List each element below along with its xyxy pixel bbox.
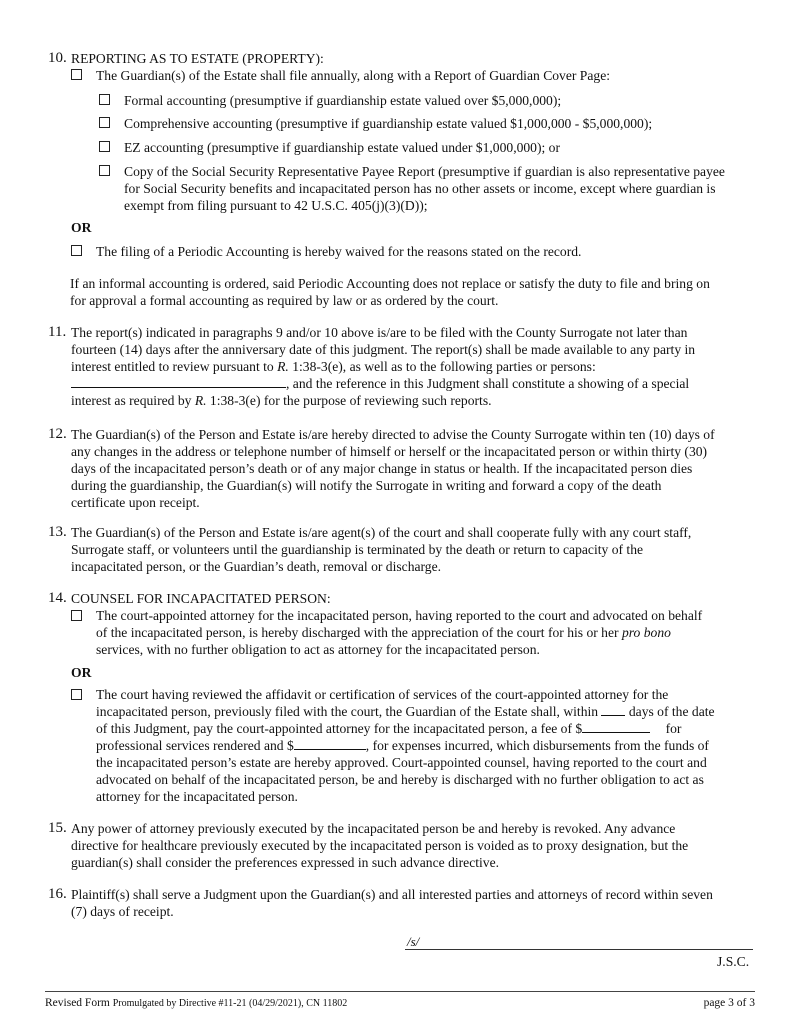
section-13-line: incapacitated person, or the Guardian’s death, removal or discharge.: [71, 559, 442, 574]
section-12-line: any changes in the address or telephone number of himself or herself or the incapacitated person or within thirty (30): [71, 444, 708, 459]
signature-line[interactable]: [405, 949, 753, 950]
section-15-line: guardian(s) shall consider the preferences expressed in such advance directive.: [71, 855, 500, 870]
section-12-line: The Guardian(s) of the Person and Estate is/are hereby directed to advise the County Surrogate within ten (10) days of: [71, 427, 715, 442]
section-number: 14.: [48, 590, 67, 606]
section-number: 13.: [48, 524, 67, 540]
text: interest entitled to review pursuant to: [71, 359, 278, 374]
text: Revised Form: [45, 997, 113, 1009]
option-pro-bono-line3: services, with no further obligation to act as attorney for the incapacitated person.: [96, 642, 540, 657]
text: 1:38-3(e), as well as to the following parties or persons:: [288, 359, 596, 374]
option-fee-line7: attorney for the incapacitated person.: [96, 789, 298, 804]
section-11-line3: [71, 358, 596, 375]
signature-mark: /s/: [407, 934, 420, 949]
checkbox-ssa-payee-report[interactable]: [99, 165, 110, 176]
option-fee-line3: [96, 720, 681, 737]
option-waiver: The filing of a Periodic Accounting is hereby waived for the reasons stated on the record.: [96, 244, 582, 259]
option-comprehensive-accounting: Comprehensive accounting (presumptive if guardianship estate valued $1,000,000 - $5,000,000);: [124, 116, 653, 131]
checkbox-pro-bono-discharge[interactable]: [71, 610, 82, 621]
section-heading: COUNSEL FOR INCAPACITATED PERSON:: [71, 591, 331, 606]
section-number: 16.: [48, 886, 67, 902]
text: of this Judgment, pay the court-appointed attorney for the incapacitated person, a fee of $: [96, 721, 583, 736]
checkbox-ez-accounting[interactable]: [99, 141, 110, 152]
section-11-line1: The report(s) indicated in paragraphs 9 and/or 10 above is/are to be filed with the County Surrogate not later than: [71, 325, 688, 340]
checkbox-annual-filing[interactable]: [71, 69, 82, 80]
section-12-line: days of the incapacitated person’s death or of any major change in status or health. If the incapacitated person dies: [71, 461, 693, 476]
text: professional services rendered and $: [96, 738, 294, 753]
section-13-line: The Guardian(s) of the Person and Estate is/are agent(s) of the court and shall cooperate fully with any court staff,: [71, 525, 692, 540]
checkbox-waiver[interactable]: [71, 245, 82, 256]
section-11-line2: fourteen (14) days after the anniversary date of this judgment. The report(s) shall be made available to any party in: [71, 342, 696, 357]
option-formal-accounting: Formal accounting (presumptive if guardianship estate valued over $5,000,000);: [124, 93, 562, 108]
footer-form-info: [45, 995, 347, 1012]
checkbox-formal-accounting[interactable]: [99, 94, 110, 105]
checkbox-fee-approval[interactable]: [71, 689, 82, 700]
text: , for expenses incurred, which disbursements from the funds of: [365, 738, 709, 753]
section-number: 12.: [48, 426, 67, 442]
section-11-line5: [71, 392, 492, 409]
section-12-line: certificate upon receipt.: [71, 495, 200, 510]
section-heading: REPORTING AS TO ESTATE (PROPERTY):: [71, 51, 324, 66]
option-annual-filing: The Guardian(s) of the Estate shall file annually, along with a Report of Guardian Cover Page:: [96, 68, 611, 83]
option-fee-line5: the incapacitated person’s estate are hereby approved. Court-appointed counsel, having reported to the court and: [96, 755, 707, 770]
text: days of the date: [625, 704, 715, 719]
option-fee-line6: advocated on behalf of the incapacitated person, be and hereby is discharged with no further obligation to act as: [96, 772, 704, 787]
fee-amount-blank-field[interactable]: [582, 720, 650, 733]
days-blank-field[interactable]: [601, 703, 625, 716]
option-pro-bono-line1: The court-appointed attorney for the incapacitated person, having reported to the court and advocated on behalf: [96, 608, 703, 623]
text: interest as required by: [71, 393, 195, 408]
option-ez-accounting: EZ accounting (presumptive if guardianship estate valued under $1,000,000); or: [124, 140, 561, 155]
section-13-line: Surrogate staff, or volunteers until the guardianship is terminated by the death or return to capacity of the: [71, 542, 644, 557]
section-15-line: Any power of attorney previously executed by the incapacitated person be and hereby is revoked. Any advance: [71, 821, 676, 836]
section-11-line4: [71, 375, 689, 392]
judge-title: J.S.C.: [717, 954, 750, 969]
parties-blank-field[interactable]: [71, 375, 286, 388]
text: Promulgated by Directive #11-21 (04/29/2021), CN 11802: [112, 998, 348, 1009]
section-number: 15.: [48, 820, 67, 836]
section-16-line: Plaintiff(s) shall serve a Judgment upon the Guardian(s) and all interested parties and attorneys of record within seven: [71, 887, 713, 902]
section-16-line: (7) days of receipt.: [71, 904, 174, 919]
option-ssa-payee-report: Copy of the Social Security Representative Payee Report (presumptive if guardian is also representative payee for Social Security benefits and incapacitated person has no other assets or income, except where guardian is exempt from filing pursuant to 42 U.S.C. 405(j)(3)(D));: [124, 164, 725, 213]
rule-reference: R.: [277, 359, 289, 374]
text: of the incapacitated person, is hereby discharged with the appreciation of the court for his or her: [96, 625, 622, 640]
pro-bono-italic: pro bono: [621, 625, 671, 640]
checkbox-comprehensive-accounting[interactable]: [99, 117, 110, 128]
rule-reference: R.: [194, 393, 207, 408]
section-12-line: during the guardianship, the Guardian(s) will notify the Surrogate in writing and forward a copy of the death: [71, 478, 662, 493]
informal-accounting-note-line2: for approval a formal accounting as required by law or as ordered by the court.: [70, 293, 499, 308]
section-number: 11.: [48, 324, 67, 340]
or-label: OR: [71, 665, 92, 680]
text: 1:38-3(e) for the purpose of reviewing such reports.: [206, 393, 492, 408]
section-15-line: directive for healthcare previously executed by the incapacitated person is voided as to proxy designation, but the: [71, 838, 689, 853]
option-fee-line2: [96, 703, 715, 720]
option-pro-bono-line2: [96, 624, 671, 641]
text: incapacitated person, previously filed with the court, the Guardian of the Estate shall, within: [96, 704, 602, 719]
section-number: 10.: [48, 50, 67, 66]
expenses-amount-blank-field[interactable]: [294, 737, 366, 750]
informal-accounting-note-line1: If an informal accounting is ordered, said Periodic Accounting does not replace or satisfy the duty to file and bring on: [70, 276, 710, 291]
option-fee-line4: [96, 737, 709, 754]
page-number: page 3 of 3: [703, 997, 755, 1009]
option-fee-line1: The court having reviewed the affidavit or certification of services of the court-appointed attorney for the: [96, 687, 669, 702]
or-label: OR: [71, 220, 92, 235]
text: , and the reference in this Judgment shall constitute a showing of a special: [286, 376, 690, 391]
footer-divider: [45, 991, 755, 992]
text: for: [662, 721, 682, 736]
